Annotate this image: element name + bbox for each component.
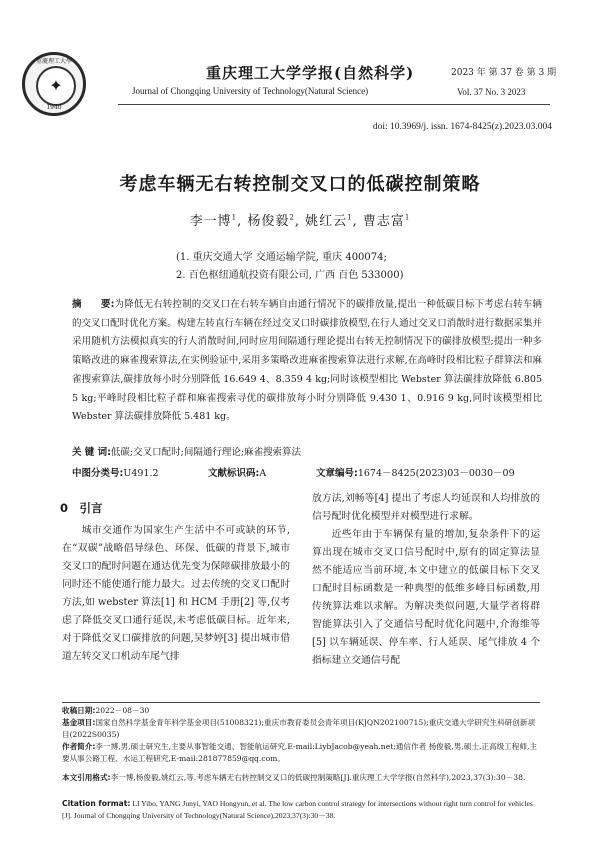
journal-name-cn: 重庆理工大学学报(自然科学) [206, 64, 415, 82]
author-affil-mark: 1 [404, 213, 411, 222]
clc-label: 中图分类号: [72, 468, 124, 479]
author-name: 李一博 [189, 214, 232, 229]
author-name: 杨俊毅 [247, 214, 290, 229]
doc-label: 文献标识码: [208, 468, 260, 479]
issue-en: Vol. 37 No. 3 2023 [457, 87, 526, 97]
footnote-citation-en [62, 798, 542, 822]
footnote-received [62, 705, 542, 717]
footnote-text: LI Yibo, YANG Junyi, YAO Hongyun, et al. The low carbon control strategy for intersections without right turn control for vehicles [J]. Journal of Chongqing University of Technology(Natural Science),2023,37(3):30－38. [62, 799, 533, 820]
keywords [72, 444, 542, 458]
abstract [72, 296, 542, 427]
author-name: 曹志富 [362, 214, 405, 229]
clc-number [72, 465, 159, 479]
author-list: 李一博$^1$, 杨俊毅$^2$, 姚红云$^1$, 曹志富$^1$ [189, 213, 411, 229]
footnote-author-bio [62, 741, 542, 765]
journal-name-en: Journal of Chongqing University of Technology(Natural Science) [132, 86, 369, 96]
author-affil-mark: 1 [231, 213, 238, 222]
footnote-text: 李一博,杨俊毅,姚红云,等.考虑车辆无右转控制交叉口的低碳控制策略[J].重庆理工大学学报(自然科学),2023,37(3):30－38. [110, 773, 526, 782]
footnote-label: 收稿日期: [62, 706, 96, 715]
issue-cn: 2023 年 第 37 卷 第 3 期 [451, 68, 557, 78]
article-label: 文章编号: [316, 468, 358, 479]
author-name: 姚红云 [305, 214, 348, 229]
footnote-citation-cn [62, 772, 542, 784]
section-heading: 0 引言 [60, 501, 103, 515]
article-value: 1674－8425(2023)03－0030－09 [357, 468, 515, 479]
footnote-text: 国家自然科学基金青年科学基金项目(51008321);重庆市教育委员会青年项目(KJQN202100715);重庆交通大学研究生科研创新项目(2022S0035) [62, 718, 536, 739]
footnote-label: Citation format: [62, 799, 131, 808]
body-column-left [62, 522, 290, 666]
logo-text: 重慶理工大學 [35, 58, 72, 65]
author-affil-mark: 2 [289, 213, 295, 222]
clc-value: U491.2 [123, 468, 159, 479]
abstract-text: 为降低无右转控制的交叉口在右转车辆自由通行情况下的碳排放量,提出一种低碳目标下考虑右转车辆的交叉口配时优化方案。构建左转直行车辆在经过交叉口时碳排放模型,在行人通过交叉口消散时进行数据采集并采用随机方法模拟真实的行人消散时间,同时应用间隔通行理论提出右转无控制情况下的碳排放模型;提出一种多策略改进的麻雀搜索算法,在实例验证中,采用多策略改进麻雀搜索算法进行求解,在高峰时段相比粒子群算法和麻雀搜索算法,碳排放每小时分别降低 16.649 4、8.359 4 kg;同时该模型相比 Webster 算法碳排放降低 6.805 5 kg;平峰时段相比粒子群和麻雀搜索寻优的碳排放每小时分别降低 9.430 1、0.916 9 kg,同时该模型相比 Webster 算法碳排放降低 5.481 kg。 [72, 299, 542, 423]
footnote-funding [62, 717, 542, 741]
body-paragraph: 近些年由于车辆保有量的增加,复杂条件下的运算出现在城市交叉口信号配时中,原有的固定算法显然不能适应当前环境,本文中建立的低碳目标下交叉口配时目标函数是一种典型的低维多峰目标函数,用传统算法难以求解。为解决类似问题,大量学者将群智能算法引入了交通信号配时优化问题中,介海维等[5] 以车辆延误、停车率、行人延误、尾气排放 4 个指标建立交通信号配 [312, 529, 540, 666]
footnote-text: 李一博,男,硕士研究生,主要从事智能交通、智能航运研究,E-mail:LiybJacob@yeah.net;通信作者 杨俊毅,男,硕士,正高级工程师,主要从事公路工程、水运工程研究,E-mail:281877859@qq.com。 [62, 742, 537, 763]
author-affil-mark: 1 [347, 213, 353, 222]
affiliation: (1. 重庆交通大学 交通运输学院, 重庆 400074; [176, 252, 387, 263]
body-paragraph: 城市交通作为国家生产生活中不可或缺的环节,在“双碳”战略倡导绿色、环保、低碳的背景下,城市交叉口的配时问题在通达优先变为保障碳排放最小的同时还不能使通行能力最大。过去传统的交叉口配时方法,如 webster 算法[1] 和 HCM 手册[2] 等,仅考虑了降低交叉口通行延误,未考虑低碳目标。近年来,对于降低交叉口碳排放的问题,吴梦婷[3] 提出城市借道左转交叉口机动车尾气排 [62, 525, 290, 662]
paper-title: 考虑车辆无右转控制交叉口的低碳控制策略 [119, 174, 481, 195]
university-logo [22, 52, 86, 116]
document-code [208, 465, 266, 479]
star-icon: ✦ [49, 76, 63, 95]
footnote-label: 本文引用格式: [62, 773, 111, 782]
keywords-label: 关 键 词: [72, 447, 111, 458]
article-number [316, 465, 515, 479]
doc-value: A [259, 468, 267, 479]
footnote-text: 2022－08－30 [95, 706, 150, 715]
logo-year: 1940 [46, 104, 62, 111]
body-paragraph: 放方法,刘畅等[4] 提出了考虑人均延误和人均排放的信号配时优化模型并对模型进行求解。 [312, 493, 540, 522]
keywords-text: 低碳;交叉口配时;间隔通行理论;麻雀搜索算法 [110, 447, 302, 458]
body-column-right [312, 490, 540, 670]
affiliation: 2. 百色枢纽通航投资有限公司, 广西 百色 533000) [176, 270, 404, 281]
footnote-label: 基金项目: [62, 718, 96, 727]
abstract-label: 摘 要: [72, 299, 115, 310]
doi[interactable]: doi: 10.3969/j. issn. 1674-8425(z).2023.03.004 [372, 122, 552, 132]
footnote-divider [62, 702, 540, 703]
footnote-label: 作者简介: [62, 742, 96, 751]
header-divider [118, 104, 550, 105]
logo-emblem [36, 66, 76, 106]
